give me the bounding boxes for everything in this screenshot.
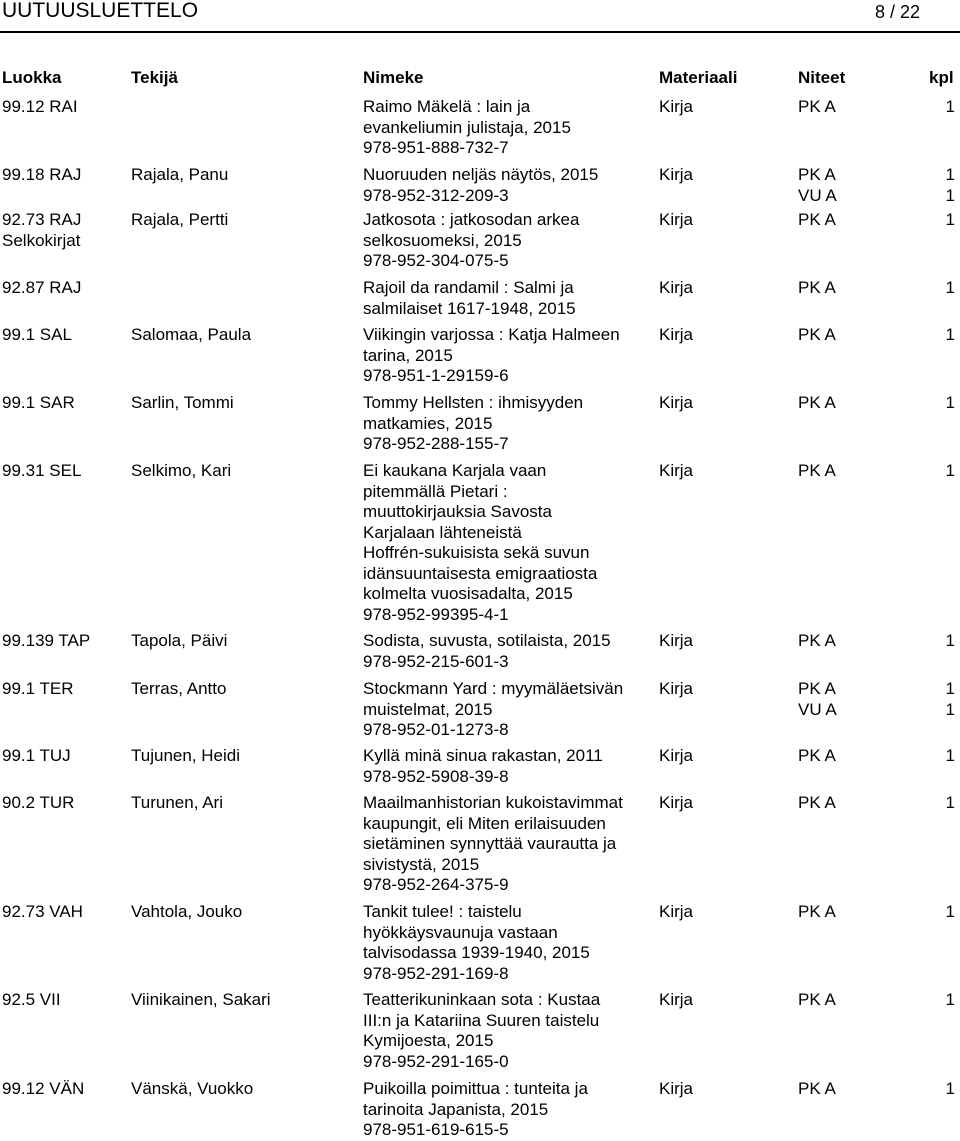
author-line: Rajala, Panu [131, 165, 229, 184]
copy-count [946, 393, 955, 414]
page-number: 8 / 22 [874, 2, 920, 22]
item-title-line: 978-952-01-1273-8 [363, 720, 509, 739]
copy-count-line: 1 [945, 278, 955, 297]
copies-location-line: PK A [798, 278, 836, 297]
copy-count [946, 210, 955, 231]
copies-location-line: PK A [798, 1079, 836, 1098]
header-rule [0, 31, 960, 33]
item-title [363, 679, 623, 741]
author-line: Selkimo, Kari [131, 461, 232, 480]
copies-location-line: VU A [798, 185, 837, 205]
copies-location [798, 631, 836, 652]
item-title [363, 746, 603, 787]
item-title-line: Tankit tulee! : taistelu [363, 902, 522, 921]
item-title-line: III:n ja Katariina Suuren taistelu [363, 1010, 600, 1030]
material: Kirja [659, 461, 694, 480]
class-code [2, 165, 81, 186]
class-code-line: 99.18 RAJ [2, 165, 82, 184]
item-title [363, 990, 600, 1072]
copies-location-line: PK A [798, 461, 836, 480]
item-title-line: 978-951-1-29159-6 [363, 366, 509, 385]
copy-count-line: 1 [945, 793, 955, 812]
copy-count [946, 990, 955, 1011]
item-title-line: 978-952-5908-39-8 [363, 766, 509, 786]
column-header-kpl: kpl [929, 68, 954, 87]
class-code [2, 679, 74, 700]
author-line: Salomaa, Paula [131, 325, 252, 344]
document-title: UUTUUSLUETTELO [2, 0, 199, 22]
class-code [2, 210, 81, 251]
item-title-line: evankeliumin julistaja, 2015 [363, 117, 571, 137]
copies-location [798, 97, 836, 118]
copy-count-line: 1 [945, 631, 955, 650]
copies-location-line: PK A [798, 902, 836, 921]
copy-count [946, 165, 955, 206]
item-title-line: kolmelta vuosisadalta, 2015 [363, 584, 573, 603]
author-line: Terras, Antto [131, 679, 227, 698]
copy-count [946, 631, 955, 652]
item-title [363, 461, 597, 625]
class-code-line: Selkokirjat [2, 230, 81, 250]
class-code [2, 461, 81, 482]
class-code-line: 99.139 TAP [2, 631, 91, 650]
material: Kirja [659, 393, 694, 412]
item-title-line: Viikingin varjossa : Katja Halmeen [363, 325, 620, 344]
item-title [363, 97, 571, 159]
author [131, 631, 227, 652]
copies-location [798, 746, 836, 767]
item-title-line: 978-952-304-075-5 [363, 251, 509, 270]
class-code-line: 99.1 SAL [2, 325, 72, 344]
column-header-materiaali: Materiaali [659, 68, 738, 87]
author [131, 990, 271, 1011]
copies-location [798, 990, 836, 1011]
item-title-line: Teatterikuninkaan sota : Kustaa [363, 990, 601, 1009]
copy-count [946, 746, 955, 767]
item-title [363, 393, 583, 455]
class-code-line: 99.12 VÄN [2, 1079, 85, 1098]
item-title-line: Sodista, suvusta, sotilaista, 2015 [363, 631, 611, 650]
item-title [363, 793, 623, 896]
copy-count [946, 325, 955, 346]
author [131, 461, 231, 482]
item-title-line: muuttokirjauksia Savosta [363, 502, 552, 521]
material: Kirja [659, 325, 694, 344]
column-header-luokka: Luokka [2, 68, 62, 87]
author-line: Tujunen, Heidi [131, 746, 240, 765]
author [131, 1079, 253, 1100]
copy-count-line: 1 [945, 210, 955, 229]
item-title-line: Tommy Hellsten : ihmisyyden [363, 393, 584, 412]
author [131, 210, 228, 231]
item-title-line: 978-952-215-601-3 [363, 651, 509, 671]
class-code [2, 393, 75, 414]
copies-location-line: PK A [798, 793, 836, 812]
class-code [2, 793, 74, 814]
item-title-line: Maailmanhistorian kukoistavimmat [363, 793, 623, 812]
class-code-line: 92.87 RAJ [2, 278, 82, 297]
copies-location [798, 393, 836, 414]
material: Kirja [659, 990, 694, 1009]
copy-count-line: 1 [945, 185, 955, 205]
material: Kirja [659, 746, 694, 765]
author-line: Vänskä, Vuokko [131, 1079, 254, 1098]
class-code [2, 278, 81, 299]
column-header-niteet: Niteet [798, 68, 846, 87]
class-code-line: 99.12 RAI [2, 97, 78, 116]
item-title-line: 978-952-291-165-0 [363, 1051, 509, 1071]
class-code [2, 902, 83, 923]
copies-location [798, 679, 837, 720]
item-title-line: tarinoita Japanista, 2015 [363, 1099, 549, 1119]
copies-location [798, 278, 836, 299]
item-title [363, 1079, 588, 1141]
copies-location [798, 165, 837, 206]
item-title-line: matkamies, 2015 [363, 413, 493, 433]
author [131, 165, 228, 186]
copy-count [946, 278, 955, 299]
item-title-line: 978-951-619-615-5 [363, 1120, 509, 1139]
class-code-line: 99.1 TER [2, 679, 74, 698]
copy-count [946, 461, 955, 482]
author-line: Sarlin, Tommi [131, 393, 234, 412]
copy-count-line: 1 [945, 325, 955, 344]
copy-count-line: 1 [945, 990, 955, 1009]
author-line: Vahtola, Jouko [131, 902, 243, 921]
copy-count [946, 793, 955, 814]
item-title-line: hyökkäysvaunuja vastaan [363, 922, 558, 942]
author [131, 393, 234, 414]
copy-count-line: 1 [945, 679, 955, 698]
class-code [2, 97, 78, 118]
author-line: Tapola, Päivi [131, 631, 228, 650]
item-title-line: talvisodassa 1939-1940, 2015 [363, 943, 590, 962]
material: Kirja [659, 210, 694, 229]
class-code-line: 92.73 RAJ [2, 210, 82, 229]
copies-location-line: PK A [798, 165, 836, 184]
author-line: Viinikainen, Sakari [131, 990, 271, 1009]
item-title-line: Kyllä minä sinua rakastan, 2011 [363, 746, 603, 765]
copies-location-line: PK A [798, 97, 836, 116]
copy-count [946, 97, 955, 118]
author [131, 325, 251, 346]
item-title-line: Ei kaukana Karjala vaan [363, 461, 547, 480]
copies-location [798, 902, 836, 923]
material: Kirja [659, 1079, 694, 1098]
item-title-line: Nuoruuden neljäs näytös, 2015 [363, 165, 599, 184]
item-title-line: salmilaiset 1617-1948, 2015 [363, 298, 576, 318]
item-title-line: 978-952-312-209-3 [363, 185, 509, 205]
author [131, 746, 240, 767]
copy-count-line: 1 [945, 1079, 955, 1098]
item-title-line: idänsuuntaisesta emigraatiosta [363, 563, 598, 583]
item-title-line: muistelmat, 2015 [363, 699, 493, 719]
item-title [363, 325, 620, 387]
class-code-line: 99.1 SAR [2, 393, 75, 412]
item-title-line: Hoffrén-sukuisista sekä suvun [363, 543, 590, 562]
column-header-tekija: Tekijä [131, 68, 178, 87]
item-title-line: Jatkosota : jatkosodan arkea [363, 210, 580, 229]
class-code [2, 1079, 84, 1100]
material: Kirja [659, 165, 694, 184]
copy-count [946, 902, 955, 923]
copies-location-line: PK A [798, 393, 836, 412]
item-title-line: pitemmällä Pietari : [363, 481, 508, 501]
item-title-line: 978-951-888-732-7 [363, 138, 509, 157]
class-code-line: 92.73 VAH [2, 902, 83, 921]
item-title-line: kaupungit, eli Miten erilaisuuden [363, 813, 606, 833]
item-title-line: Puikoilla poimittua : tunteita ja [363, 1079, 588, 1098]
item-title-line: 978-952-264-375-9 [363, 875, 509, 894]
item-title [363, 210, 579, 272]
class-code-line: 99.31 SEL [2, 461, 82, 480]
item-title [363, 902, 590, 984]
item-title [363, 165, 598, 206]
item-title [363, 278, 576, 319]
copy-count [946, 1079, 955, 1100]
copy-count-line: 1 [945, 97, 955, 116]
item-title-line: 978-952-99395-4-1 [363, 604, 509, 624]
item-title-line: selkosuomeksi, 2015 [363, 230, 522, 250]
item-title [363, 631, 611, 672]
author [131, 793, 223, 814]
copies-location-line: PK A [798, 990, 836, 1009]
item-title-line: sietäminen synnyttää vaurautta ja [363, 834, 617, 853]
copies-location-line: PK A [798, 746, 836, 765]
item-title-line: Raimo Mäkelä : lain ja [363, 97, 531, 116]
copy-count-line: 1 [945, 699, 955, 719]
material: Kirja [659, 97, 694, 116]
item-title-line: Kymijoesta, 2015 [363, 1031, 494, 1050]
class-code [2, 631, 90, 652]
copies-location [798, 793, 836, 814]
item-title-line: 978-952-291-169-8 [363, 963, 509, 983]
item-title-line: Karjalaan lähteneistä [363, 522, 522, 542]
class-code-line: 92.5 VII [2, 990, 61, 1009]
class-code [2, 990, 61, 1011]
author-line: Turunen, Ari [131, 793, 223, 812]
copy-count-line: 1 [945, 746, 955, 765]
class-code [2, 325, 72, 346]
copy-count-line: 1 [945, 461, 955, 480]
copies-location-line: PK A [798, 631, 836, 650]
item-title-line: Stockmann Yard : myymäläetsivän [363, 679, 624, 698]
author [131, 902, 242, 923]
copy-count-line: 1 [945, 393, 955, 412]
copy-count-line: 1 [945, 165, 955, 184]
material: Kirja [659, 902, 694, 921]
material: Kirja [659, 793, 694, 812]
class-code [2, 746, 71, 767]
author [131, 679, 226, 700]
copy-count [946, 679, 955, 720]
item-title-line: Rajoil da randamil : Salmi ja [363, 278, 574, 297]
copies-location-line: PK A [798, 325, 836, 344]
material: Kirja [659, 278, 694, 297]
author-line: Rajala, Pertti [131, 210, 229, 229]
copies-location [798, 1079, 836, 1100]
copy-count-line: 1 [945, 902, 955, 921]
class-code-line: 99.1 TUJ [2, 746, 71, 765]
copies-location [798, 325, 836, 346]
copies-location-line: PK A [798, 679, 836, 698]
copies-location [798, 210, 836, 231]
item-title-line: tarina, 2015 [363, 345, 453, 365]
class-code-line: 90.2 TUR [2, 793, 75, 812]
copies-location-line: VU A [798, 699, 837, 719]
copies-location [798, 461, 836, 482]
item-title-line: sivistystä, 2015 [363, 854, 480, 874]
column-header-nimeke: Nimeke [363, 68, 424, 87]
copies-location-line: PK A [798, 210, 836, 229]
item-title-line: 978-952-288-155-7 [363, 434, 509, 453]
material: Kirja [659, 679, 694, 698]
material: Kirja [659, 631, 694, 650]
